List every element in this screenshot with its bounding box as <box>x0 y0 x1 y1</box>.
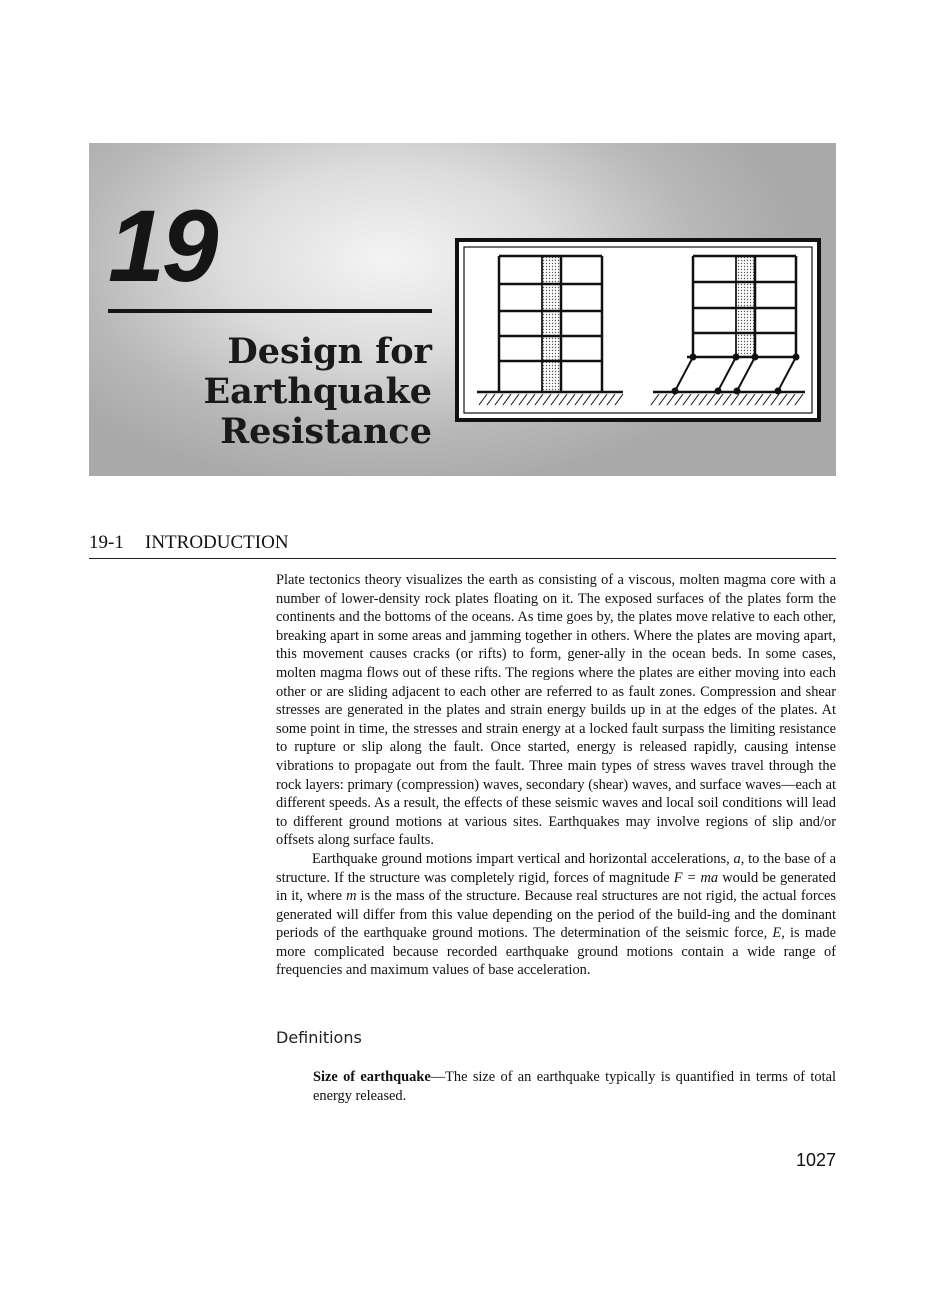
chapter-title-line-2: Earthquake <box>203 371 432 412</box>
chapter-title-line-3: Resistance <box>220 411 432 452</box>
paragraph-2-text: is the mass of the structure. Because real structures are not rigid, the actual forces generated will differ from this value depending on the period of the build-ing and the dominant periods of the earthquake ground motions. The determination of the seismic force, <box>276 888 836 942</box>
section-title: INTRODUCTION <box>145 532 289 553</box>
paragraph-2 <box>276 850 836 980</box>
chapter-number: 19 <box>108 189 216 303</box>
paragraph-2-text: Earthquake ground motions impart vertical and horizontal accelerations, <box>312 850 734 867</box>
definition-term: Size of earthquake <box>313 1069 431 1085</box>
chapter-title <box>160 332 432 452</box>
body-text <box>276 571 836 980</box>
definitions-heading: Definitions <box>276 1028 362 1047</box>
variable-e: E <box>772 925 782 942</box>
paragraph-2-text: , is made more complicated because recorded earthquake ground motions contain a wide range of frequencies and maximum values of base acceleration. <box>276 925 836 979</box>
definition-text: —The size of an earthquake typically is quantified in terms of total energy released. <box>313 1069 836 1104</box>
section-heading <box>89 532 836 559</box>
chapter-title-line-1: Design for <box>227 331 432 372</box>
building-frames-illustration <box>455 238 821 422</box>
variable-m: m <box>346 888 357 905</box>
formula-f-ma: F = ma <box>673 869 719 886</box>
paragraph-2-text: would be generated in it, where <box>276 869 836 905</box>
chapter-rule <box>108 309 432 313</box>
definition-size-of-earthquake <box>313 1068 836 1105</box>
paragraph-1: Plate tectonics theory visualizes the earth as consisting of a viscous, molten magma core with a number of lower-density rock plates floating on it. The exposed surfaces of the plates form the continents and the bottoms of the oceans. As time goes by, the plates move relative to each other, breaking apart in some areas and jamming together in others. Where the plates are moving apart, this movement causes cracks (or rifts) to form, gener-ally in the ocean beds. In some cases, molten magma flows out of these rifts. The regions where the plates are either moving into each other or are sliding adjacent to each other are referred to as fault zones. Compression and shear stresses are generated in the plates and strain energy builds up in at the edges of the plates. At some point in time, the stresses and strain energy at a locked fault surpass the limiting resistance to rupture or slip along the fault. Once started, energy is released rapidly, causing intense vibrations to propagate out from the fault. Three main types of stress waves travel through the rock layers: primary (compression) waves, secondary (shear) waves, and surface waves—each at different speeds. As a result, the effects of these seismic waves and local soil conditions will lead to different ground motions at various sites. Earthquakes may involve regions of slip and/or offsets along surface faults. <box>276 572 836 849</box>
variable-a: a <box>733 850 741 867</box>
fixed-base-building <box>477 256 623 405</box>
page-number: 1027 <box>795 1150 836 1170</box>
section-number: 19-1 <box>89 532 124 553</box>
paragraph-2-text: , to the base of a structure. If the structure was completely rigid, forces of magnitude <box>276 850 837 886</box>
